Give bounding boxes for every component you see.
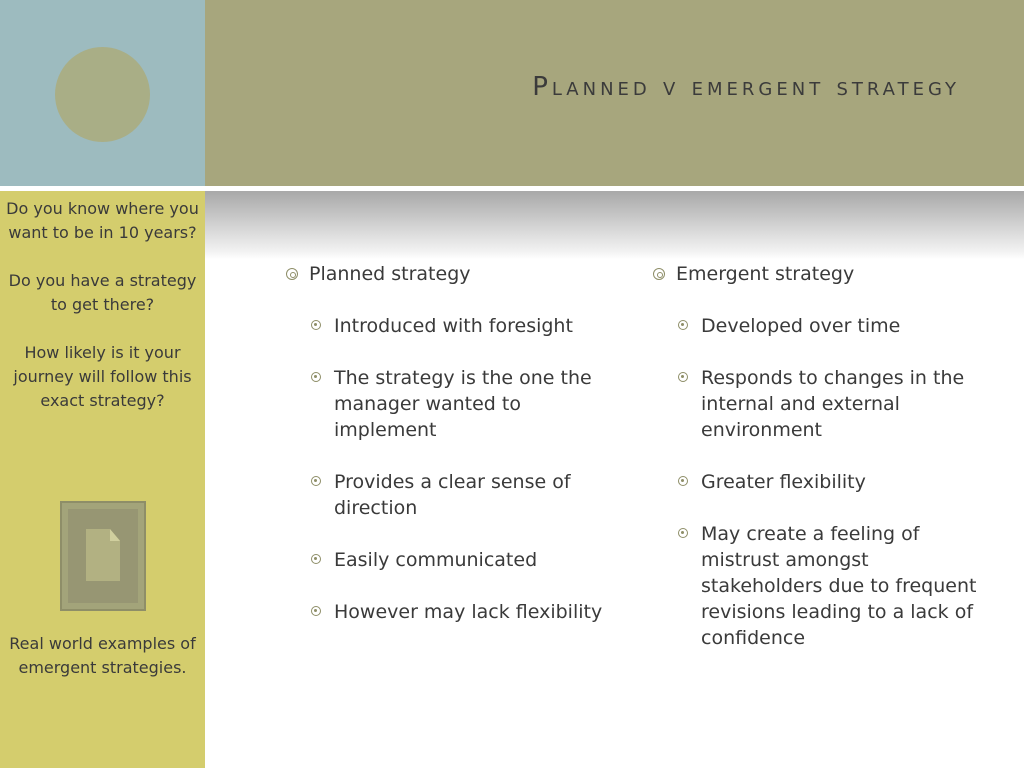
sidebar-question: Do you know where you want to be in 10 years? — [6, 199, 199, 242]
sidebar-question: How likely is it your journey will follow this exact strategy? — [13, 343, 192, 410]
bullet-icon — [311, 554, 321, 564]
list-item — [284, 365, 614, 443]
list-item — [651, 469, 981, 495]
list-item-text: However may lack flexibility — [334, 601, 603, 623]
list-item — [284, 469, 614, 521]
list-item-text: Responds to changes in the internal and external environment — [701, 367, 965, 441]
list-item-text: The strategy is the one the manager wanted to implement — [334, 367, 592, 441]
list-item — [284, 547, 614, 573]
bullet-icon — [311, 320, 321, 330]
list-item-text: May create a feeling of mistrust amongst stakeholders due to frequent revisions leading to a lack of confidence — [701, 523, 977, 649]
column-heading — [651, 261, 981, 287]
sidebar-examples-text: Real world examples of emergent strategies. — [9, 634, 196, 677]
bullet-icon — [678, 528, 688, 538]
sidebar — [0, 191, 205, 768]
column-heading — [284, 261, 614, 287]
planned-strategy-column — [284, 261, 614, 651]
list-item-text: Introduced with foresight — [334, 315, 573, 337]
document-link-button[interactable] — [60, 501, 146, 611]
bullet-icon — [311, 606, 321, 616]
bullet-icon — [286, 268, 298, 280]
sidebar-questions — [6, 197, 199, 437]
list-item-text: Easily communicated — [334, 549, 538, 571]
sidebar-question: Do you have a strategy to get there? — [8, 271, 197, 314]
bullet-icon — [653, 268, 665, 280]
bullet-icon — [311, 476, 321, 486]
column-heading-text: Emergent strategy — [676, 263, 855, 285]
list-item — [651, 313, 981, 339]
slide-title: Planned v emergent strategy — [532, 72, 960, 102]
list-item — [651, 521, 981, 651]
bullet-icon — [678, 476, 688, 486]
content-header-shade — [205, 191, 1024, 259]
bullet-icon — [678, 372, 688, 382]
decorative-circle — [55, 47, 150, 142]
bullet-icon — [678, 320, 688, 330]
list-item — [284, 599, 614, 625]
list-item — [284, 313, 614, 339]
list-item-text: Developed over time — [701, 315, 901, 337]
column-heading-text: Planned strategy — [309, 263, 471, 285]
document-thumbnail — [68, 509, 138, 603]
corner-panel — [0, 0, 205, 186]
document-fold — [110, 529, 120, 541]
list-item-text: Provides a clear sense of direction — [334, 471, 571, 519]
list-item — [651, 365, 981, 443]
title-banner — [205, 0, 1024, 186]
list-item-text: Greater flexibility — [701, 471, 866, 493]
emergent-strategy-column — [651, 261, 981, 677]
bullet-icon — [311, 372, 321, 382]
